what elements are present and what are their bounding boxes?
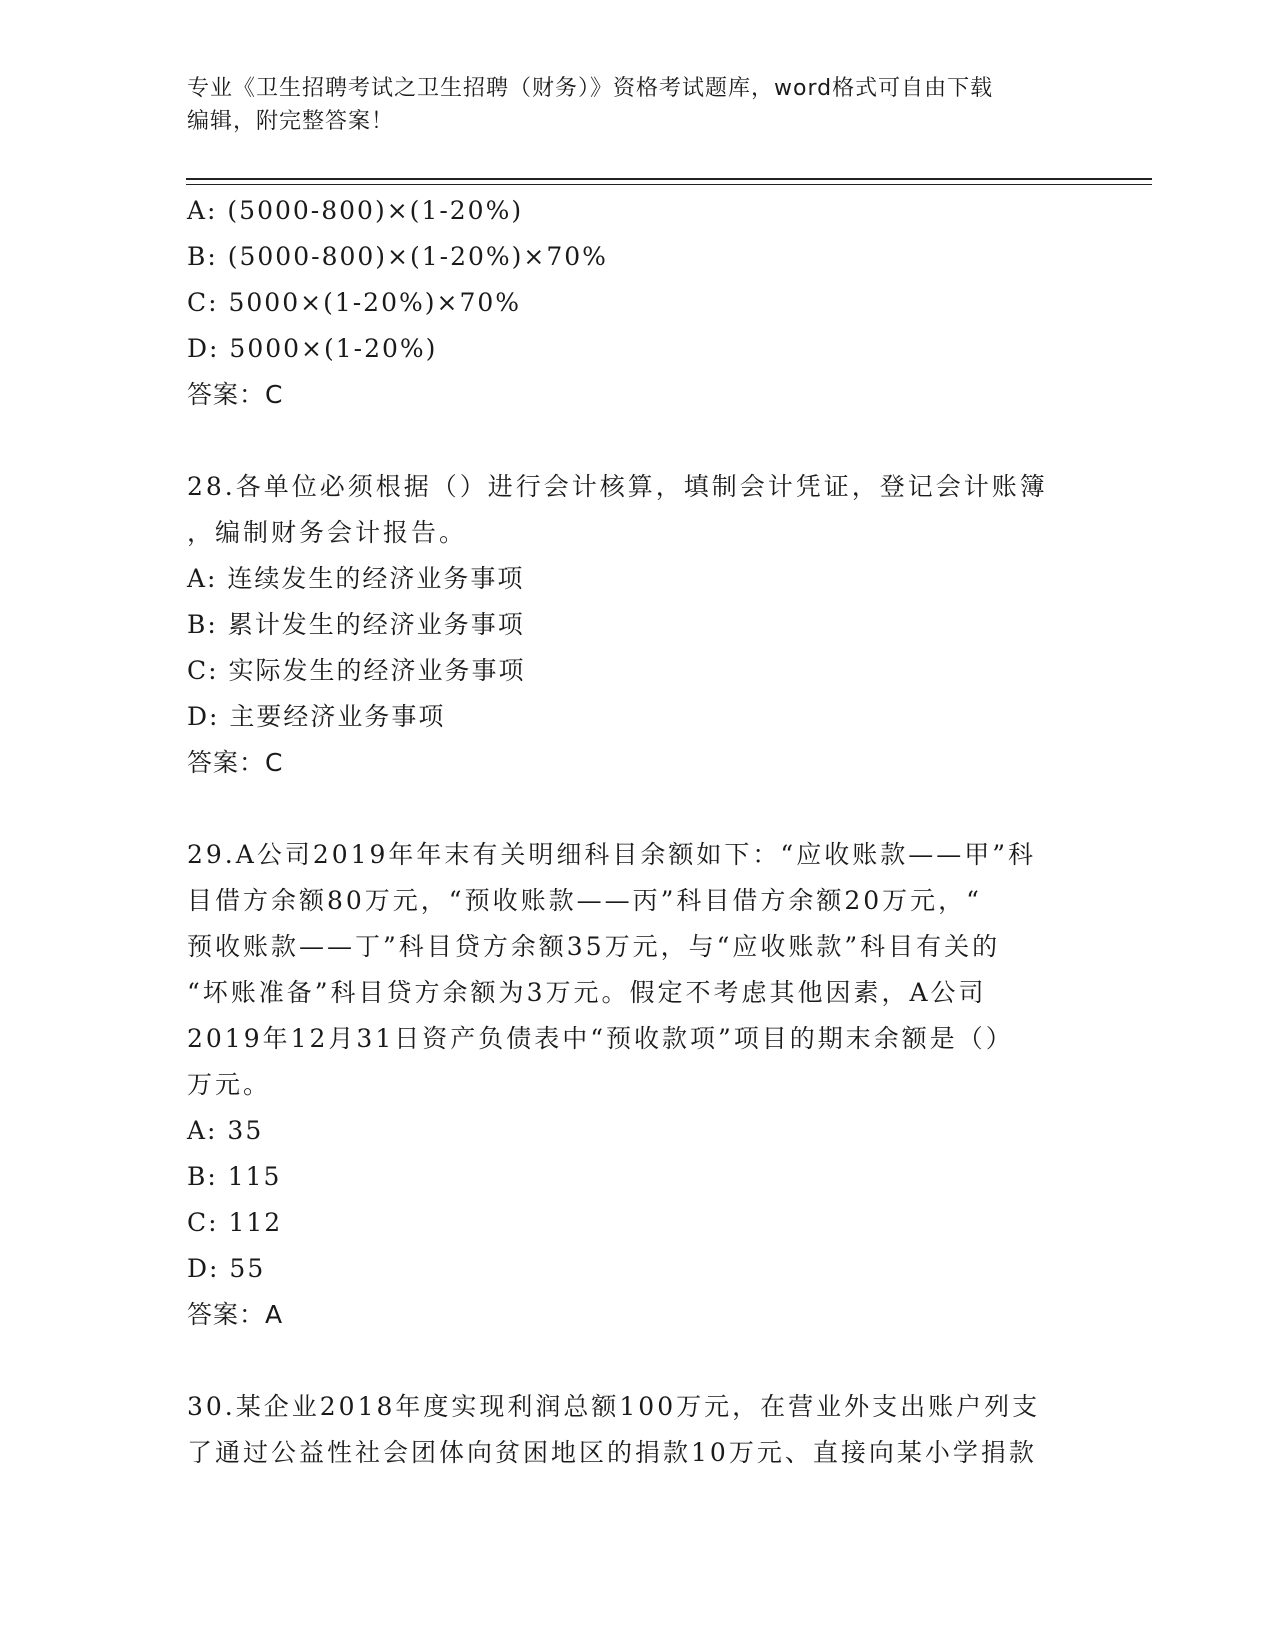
stem-line: 30.某企业2018年度实现利润总额100万元，在营业外支出账户列支 — [187, 1392, 1041, 1421]
question-stem — [187, 464, 1087, 556]
header-line-1: 专业《卫生招聘考试之卫生招聘（财务）》资格考试题库，word格式可自由下载 — [187, 76, 994, 101]
spacer — [187, 418, 1087, 464]
answer: 答案：A — [187, 1300, 284, 1329]
option-d: D: 5000×(1-20%) — [187, 334, 438, 363]
header-rule-thin — [186, 184, 1152, 185]
stem-line: 2019年12月31日资产负债表中“预收款项”项目的期末余额是（） — [187, 1024, 1014, 1053]
option-d: D: 55 — [187, 1254, 266, 1283]
question-list — [187, 188, 1087, 1476]
question-27 — [187, 188, 1087, 418]
option-b: B: 累计发生的经济业务事项 — [187, 610, 525, 639]
option-c: C: 5000×(1-20%)×70% — [187, 288, 522, 317]
question-29 — [187, 832, 1087, 1338]
question-stem — [187, 832, 1087, 1108]
stem-line: 预收账款——丁”科目贷方余额35万元，与“应收账款”科目有关的 — [187, 932, 1001, 961]
stem-line: 29.A公司2019年年末有关明细科目余额如下：“应收账款——甲”科 — [187, 840, 1036, 869]
stem-line: ，编制财务会计报告。 — [187, 518, 468, 547]
stem-line: “坏账准备”科目贷方余额为3万元。假定不考虑其他因素，A公司 — [187, 978, 987, 1007]
option-b: B: 115 — [187, 1162, 282, 1191]
option-c: C: 112 — [187, 1208, 283, 1237]
header-line-2: 编辑，附完整答案！ — [187, 109, 395, 134]
header-rule-thick — [186, 178, 1152, 180]
option-a: A: (5000-800)×(1-20%) — [187, 196, 524, 225]
spacer — [187, 1338, 1087, 1384]
stem-line: 28.各单位必须根据（）进行会计核算，填制会计凭证，登记会计账簿 — [187, 472, 1048, 501]
question-28 — [187, 464, 1087, 786]
stem-line: 目借方余额80万元，“预收账款——丙”科目借方余额20万元，“ — [187, 886, 982, 915]
question-stem — [187, 1384, 1087, 1476]
answer: 答案：C — [187, 380, 284, 409]
option-d: D: 主要经济业务事项 — [187, 702, 446, 731]
stem-line: 万元。 — [187, 1070, 272, 1099]
stem-line: 了通过公益性社会团体向贫困地区的捐款10万元、直接向某小学捐款 — [187, 1438, 1037, 1467]
option-b: B: (5000-800)×(1-20%)×70% — [187, 242, 608, 271]
answer: 答案：C — [187, 748, 284, 777]
spacer — [187, 786, 1087, 832]
question-30 — [187, 1384, 1087, 1476]
option-a: A: 35 — [187, 1116, 264, 1145]
option-c: C: 实际发生的经济业务事项 — [187, 656, 526, 685]
option-a: A: 连续发生的经济业务事项 — [187, 564, 525, 593]
document-header — [187, 72, 1067, 138]
